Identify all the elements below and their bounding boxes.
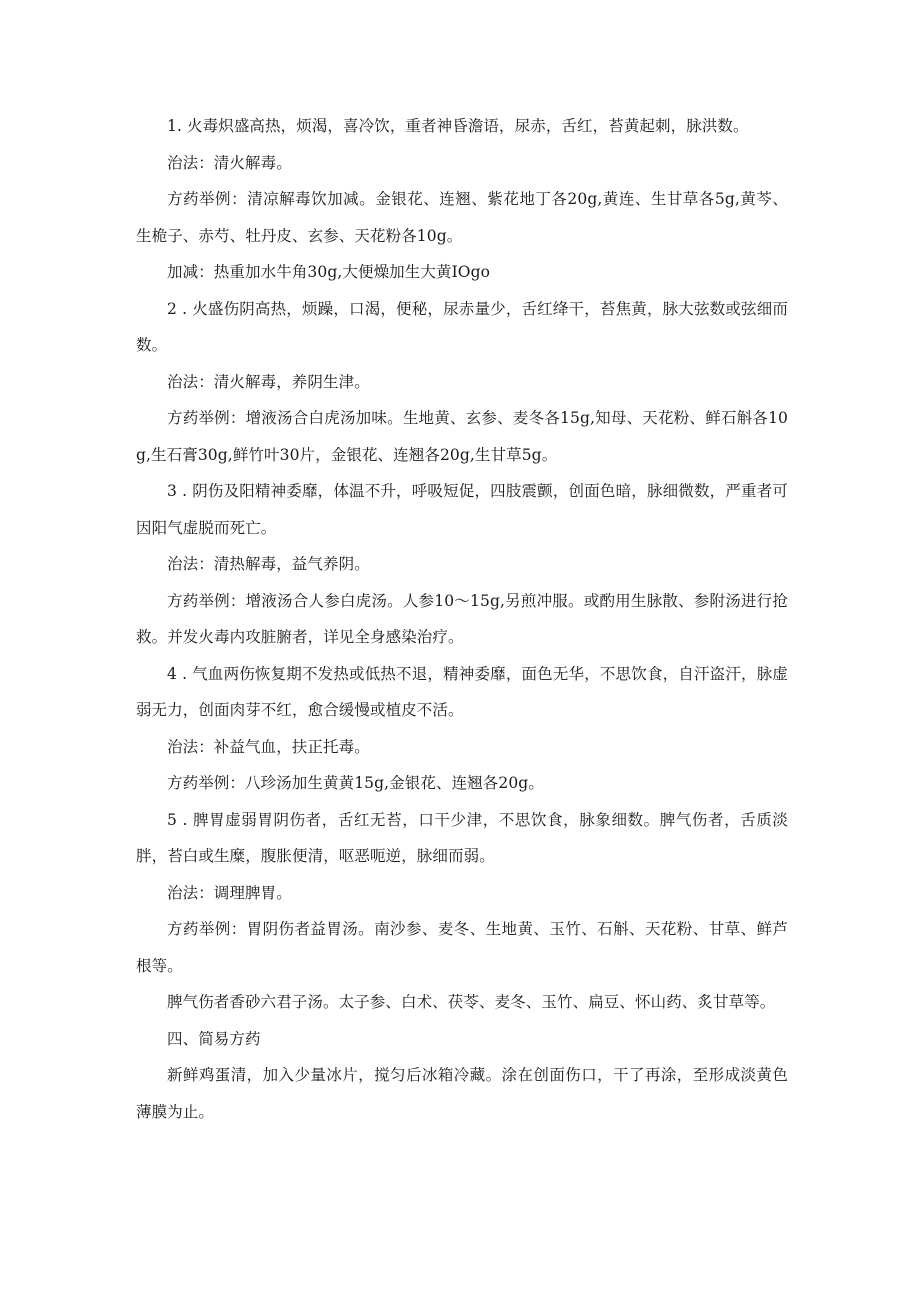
paragraph-modification-1: 加减：热重加水牛角30g,大便燥加生大黄IOgo [167, 263, 491, 281]
paragraph-egg-white-remedy: 新鲜鸡蛋清，加入少量冰片，搅匀后冰箱冷藏。涂在创面伤口，干了再涂，至形成淡黄色薄膜为止。 [136, 1066, 788, 1121]
paragraph-treatment-1: 治法：清火解毒。 [167, 153, 292, 172]
paragraph-prescription-2: 方药举例：增液汤合白虎汤加味。生地黄、玄参、麦冬各15g,知母、天花粉、鲜石斛各10g,生石膏30g,鲜竹叶30片，金银花、连翘各20g,生甘草5g。 [136, 409, 788, 464]
paragraph-2-yin-damage: 2 . 火盛伤阴高热，烦躁，口渴，便秘，尿赤量少，舌红绛干，苔焦黄，脉大弦数或弦细而数。 [136, 299, 788, 354]
paragraph-prescription-4: 方药举例：八珍汤加生黄黄15g,金银花、连翘各20g。 [167, 774, 544, 792]
paragraph-prescription-5b: 脾气伤者香砂六君子汤。太子参、白术、茯苓、麦冬、玉竹、扁豆、怀山药、炙甘草等。 [167, 993, 776, 1011]
paragraph-treatment-4: 治法：补益气血，扶正托毒。 [167, 737, 370, 756]
paragraph-treatment-2: 治法：清火解毒，养阴生津。 [167, 372, 370, 391]
document-page [136, 108, 788, 1130]
section-heading-simple-remedies: 四、简易方药 [167, 1029, 261, 1048]
paragraph-1-fire-toxin: 1. 火毒炽盛高热，烦渴，喜冷饮，重者神昏澹语，尿赤，舌红，苔黄起刺，脉洪数。 [167, 117, 749, 135]
paragraph-prescription-5a: 方药举例：胃阴伤者益胃汤。南沙参、麦冬、生地黄、玉竹、石斛、天花粉、甘草、鲜芦根等。 [136, 920, 788, 975]
paragraph-prescription-1: 方药举例：清凉解毒饮加减。金银花、连翘、紫花地丁各20g,黄连、生甘草各5g,黄芩、生桅子、赤芍、牡丹皮、玄参、天花粉各10g。 [136, 190, 788, 245]
paragraph-3-yang-damage: 3 . 阴伤及阳精神委靡，体温不升，呼吸短促，四肢震颤，创面色暗，脉细微数，严重者可因阳气虚脱而死亡。 [136, 482, 788, 537]
paragraph-4-recovery: 4 . 气血两伤恢复期不发热或低热不退，精神委靡，面色无华，不思饮食，自汗盗汗，脉虚弱无力，创面肉芽不红，愈合缓慢或植皮不活。 [136, 664, 788, 719]
paragraph-5-spleen-stomach: 5 . 脾胃虚弱胃阴伤者，舌红无苔，口干少津，不思饮食，脉象细数。脾气伤者，舌质淡胖，苔白或生糜，腹胀便清，呕恶呃逆，脉细而弱。 [136, 810, 788, 865]
paragraph-treatment-5: 治法：调理脾胃。 [167, 883, 292, 902]
paragraph-prescription-3: 方药举例：增液汤合人参白虎汤。人参10～15g,另煎冲服。或酌用生脉散、参附汤进行抢救。并发火毒内攻脏腑者，详见全身感染治疗。 [136, 591, 788, 646]
paragraph-treatment-3: 治法：清热解毒，益气养阴。 [167, 555, 370, 573]
